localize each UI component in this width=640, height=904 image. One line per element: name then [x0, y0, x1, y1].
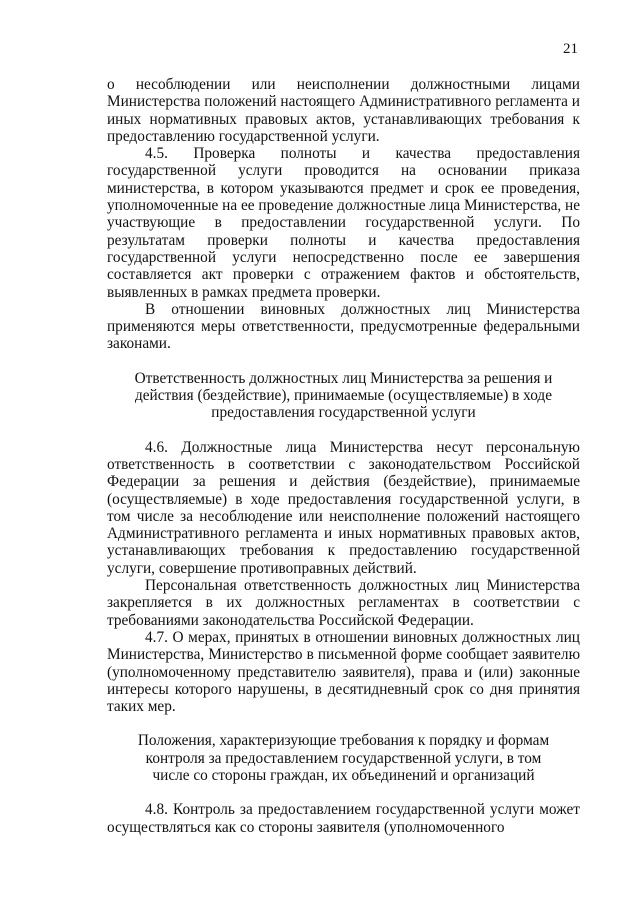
- section-heading-control-forms: Положения, характеризующие требования к порядку и формам контроля за предоставлением государственной услуги, в том числе со стороны граждан, их объединений и организаций: [137, 732, 550, 784]
- paragraph-personal-responsibility: Персональная ответственность должностных лиц Министерства закрепляется в их должностных регламентах в соответствии с требованиями законодательства Российской Федерации.: [107, 577, 580, 629]
- section-heading-responsibility: Ответственность должностных лиц Министерства за решения и действия (бездействие), принимаемые (осуществляемые) в ходе предоставления государственной услуги: [134, 369, 553, 422]
- document-body: [107, 76, 580, 836]
- paragraph-4-7: 4.7. О мерах, принятых в отношении виновных должностных лиц Министерства, Министерство в письменной форме сообщает заявителю (уполномоченному представителю заявителя), права и (или) законные интересы которого нарушены, в десятидневный срок со дня принятия таких мер.: [107, 628, 580, 716]
- paragraph-continuation: о несоблюдении или неисполнении должностными лицами Министерства положений настоящего Административного регламента и иных нормативных правовых актов, устанавливающих требования к предоставлению государственной услуги.: [107, 76, 580, 145]
- page-number: 21: [563, 41, 578, 57]
- paragraph-4-5: 4.5. Проверка полноты и качества предоставления государственной услуги проводится на основании приказа министерства, в котором указываются предмет и срок ее проведения, уполномоченные на ее проведение должностные лица Министерства, не участвующие в предоставлении государственной услуги. По результатам проверки полноты и качества предоставления государственной услуги непосредственно после ее завершения составляется акт проверки с отражением фактов и обстоятельств, выявленных в рамках предмета проверки.: [107, 145, 580, 301]
- paragraph-liability-measures: В отношении виновных должностных лиц Министерства применяются меры ответственности, предусмотренные федеральными законами.: [107, 300, 580, 353]
- paragraph-4-8: 4.8. Контроль за предоставлением государственной услуги может осуществляться как со стороны заявителя (уполномоченного: [107, 801, 580, 836]
- paragraph-4-6: 4.6. Должностные лица Министерства несут персональную ответственность в соответствии с законодательством Российской Федерации за решения и действия (бездействие), принимаемые (осуществляемые) в ходе предоставления государственной услуги, в том числе за несоблюдение или неисполнение положений настоящего Административного регламента и иных нормативных правовых актов, устанавливающих требования к предоставлению государственной услуги, совершение противоправных действий.: [107, 438, 580, 577]
